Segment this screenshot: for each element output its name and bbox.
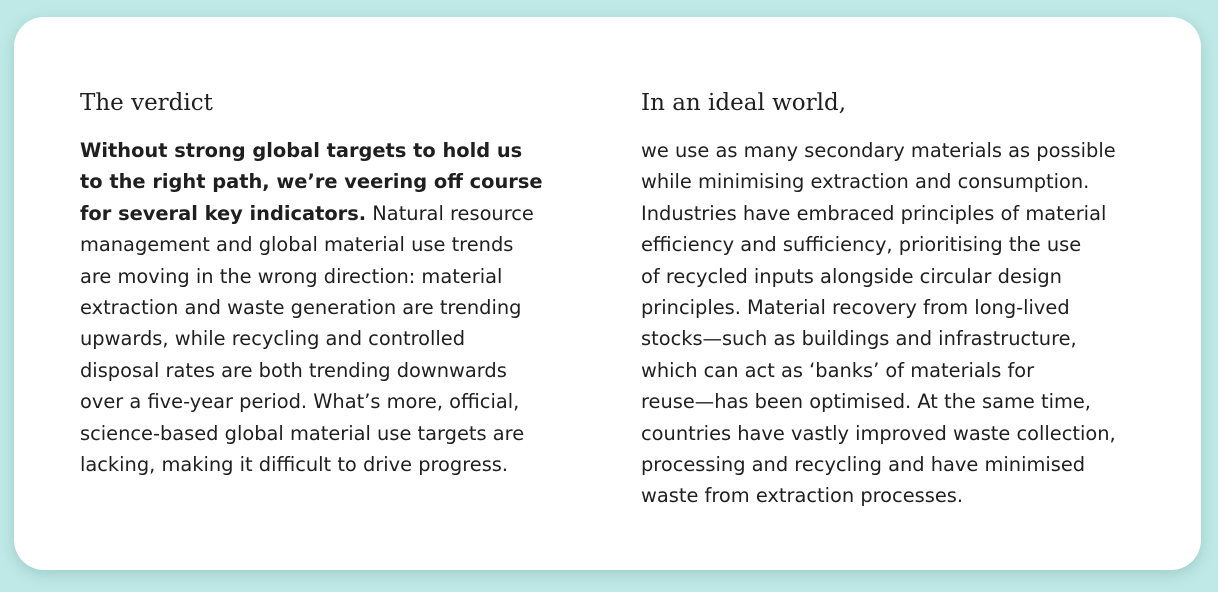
verdict-line	[80, 418, 562, 449]
content-card	[14, 17, 1201, 570]
ideal-world-column	[641, 87, 1151, 512]
verdict-line-bold: for several key indicators.	[80, 201, 367, 225]
verdict-line-text: management and global material use trends	[80, 233, 514, 257]
ideal-world-line: stocks—such as buildings and infrastructure,	[641, 327, 1077, 351]
verdict-line	[80, 166, 562, 197]
verdict-line	[80, 198, 562, 229]
ideal-world-line: we use as many secondary materials as possible	[641, 139, 1116, 162]
ideal-world-line: efficiency and sufficiency, prioritising the use	[641, 233, 1082, 257]
verdict-line	[80, 229, 562, 260]
ideal-world-line: reuse—has been optimised. At the same time,	[641, 390, 1091, 414]
verdict-line-text: over a five-year period. What’s more, official,	[80, 390, 520, 414]
ideal-world-line: which can act as ‘banks’ of materials for	[641, 358, 1035, 382]
verdict-line	[80, 135, 562, 166]
verdict-line-bold: to the right path, we’re veering off course	[80, 170, 543, 194]
ideal-world-heading: In an ideal world,	[641, 90, 847, 116]
ideal-world-line: of recycled inputs alongside circular design	[641, 264, 1062, 288]
verdict-line-text: extraction and waste generation are trending	[80, 296, 522, 320]
verdict-line	[80, 355, 562, 386]
ideal-world-line: waste from extraction processes.	[641, 484, 964, 508]
verdict-line	[80, 323, 562, 354]
verdict-line-text: upwards, while recycling and controlled	[80, 327, 466, 351]
verdict-line-text: science-based global material use targets are	[80, 421, 525, 445]
verdict-line-text: disposal rates are both trending downwards	[80, 358, 507, 382]
ideal-world-line: Industries have embraced principles of material	[641, 201, 1107, 225]
verdict-line	[80, 449, 562, 480]
verdict-line-bold: Without strong global targets to hold us	[80, 139, 523, 162]
verdict-heading: The verdict	[80, 90, 213, 116]
verdict-paragraph	[80, 135, 562, 480]
verdict-column	[80, 87, 562, 480]
ideal-world-line: countries have vastly improved waste collection,	[641, 421, 1116, 445]
ideal-world-paragraph	[641, 135, 1151, 512]
ideal-world-line: processing and recycling and have minimised	[641, 453, 1086, 477]
verdict-line	[80, 261, 562, 292]
verdict-line-text: are moving in the wrong direction: material	[80, 264, 503, 288]
ideal-world-line: while minimising extraction and consumption.	[641, 170, 1090, 194]
verdict-line	[80, 292, 562, 323]
verdict-line	[80, 386, 562, 417]
verdict-line-text: lacking, making it difficult to drive progress.	[80, 453, 509, 477]
verdict-line-text: Natural resource	[366, 201, 534, 225]
ideal-world-line: principles. Material recovery from long-lived	[641, 296, 1070, 320]
